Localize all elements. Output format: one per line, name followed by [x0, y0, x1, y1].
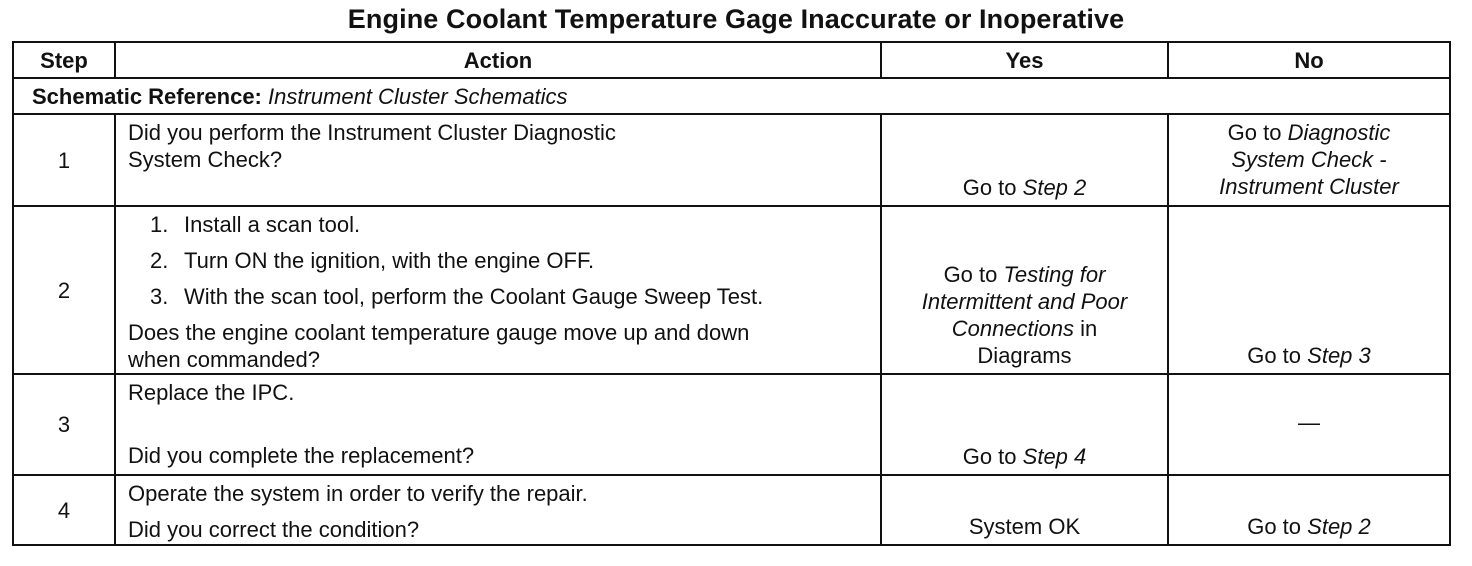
- schematic-reference-row: [13, 78, 1450, 114]
- yes-prefix: Go to: [962, 175, 1017, 200]
- no-reference: Diagnostic: [1287, 120, 1391, 145]
- table-row: [13, 114, 1450, 206]
- step-action: [115, 206, 881, 374]
- list-item: 1. Install a scan tool.: [150, 212, 361, 237]
- header-yes: Yes: [881, 42, 1168, 78]
- action-text-line: System Check?: [128, 147, 283, 172]
- step-no: [1168, 114, 1450, 206]
- list-item: 3. With the scan tool, perform the Coolant Gauge Sweep Test.: [150, 284, 764, 309]
- yes-reference: Connections: [951, 316, 1075, 341]
- no-reference: Instrument Cluster: [1219, 174, 1399, 199]
- header-row: [13, 42, 1450, 78]
- no-prefix: Go to: [1247, 343, 1302, 368]
- step-yes: [881, 114, 1168, 206]
- list-item: 2. Turn ON the ignition, with the engine OFF.: [150, 248, 595, 273]
- schematic-reference-value: Instrument Cluster Schematics: [268, 83, 568, 109]
- action-question: Did you correct the condition?: [128, 517, 420, 542]
- yes-reference: Step 4: [1022, 444, 1087, 469]
- substep-list: [128, 207, 880, 315]
- header-action: Action: [115, 42, 881, 78]
- header-step: Step: [13, 42, 115, 78]
- yes-line: Diagrams: [977, 343, 1072, 368]
- no-prefix: Go to: [1247, 514, 1302, 539]
- schematic-reference-label: Schematic Reference:: [32, 83, 262, 109]
- step-no: [1168, 475, 1450, 545]
- step-number: 1: [13, 114, 115, 206]
- no-reference: System Check -: [1231, 147, 1387, 172]
- yes-prefix: Go to: [962, 444, 1017, 469]
- yes-reference: Testing for: [1003, 262, 1106, 287]
- yes-suffix: in: [1080, 316, 1098, 341]
- step-yes: System OK: [881, 475, 1168, 545]
- schematic-reference: [13, 78, 1450, 114]
- action-question: Did you complete the replacement?: [128, 443, 475, 468]
- action-question: Does the engine coolant temperature gauge move up and down: [128, 320, 750, 345]
- step-no: [1168, 374, 1450, 475]
- table-row: [13, 374, 1450, 475]
- yes-reference: Intermittent and Poor: [921, 289, 1128, 314]
- step-yes: [881, 206, 1168, 374]
- step-action: [115, 114, 881, 206]
- yes-prefix: Go to: [943, 262, 998, 287]
- step-yes: [881, 374, 1168, 475]
- step-number: 3: [13, 374, 115, 475]
- table-row: [13, 206, 1450, 374]
- no-reference: Step 2: [1307, 514, 1371, 539]
- page-title: Engine Coolant Temperature Gage Inaccurate or Inoperative: [347, 4, 1125, 34]
- no-prefix: Go to: [1227, 120, 1282, 145]
- yes-reference: Step 2: [1022, 175, 1087, 200]
- step-no: [1168, 206, 1450, 374]
- step-number: 4: [13, 475, 115, 545]
- no-reference: Step 3: [1307, 343, 1371, 368]
- action-question: when commanded?: [128, 347, 321, 372]
- step-action: [115, 475, 881, 545]
- action-text-line: Did you perform the Instrument Cluster Diagnostic: [128, 120, 616, 145]
- action-text-line: Operate the system in order to verify the repair.: [128, 481, 588, 506]
- table-row: [13, 475, 1450, 545]
- header-no: No: [1168, 42, 1450, 78]
- no-dash: —: [1298, 410, 1320, 435]
- diagnostic-table: [12, 41, 1451, 546]
- step-number: 2: [13, 206, 115, 374]
- action-text-line: Replace the IPC.: [128, 380, 295, 405]
- step-action: [115, 374, 881, 475]
